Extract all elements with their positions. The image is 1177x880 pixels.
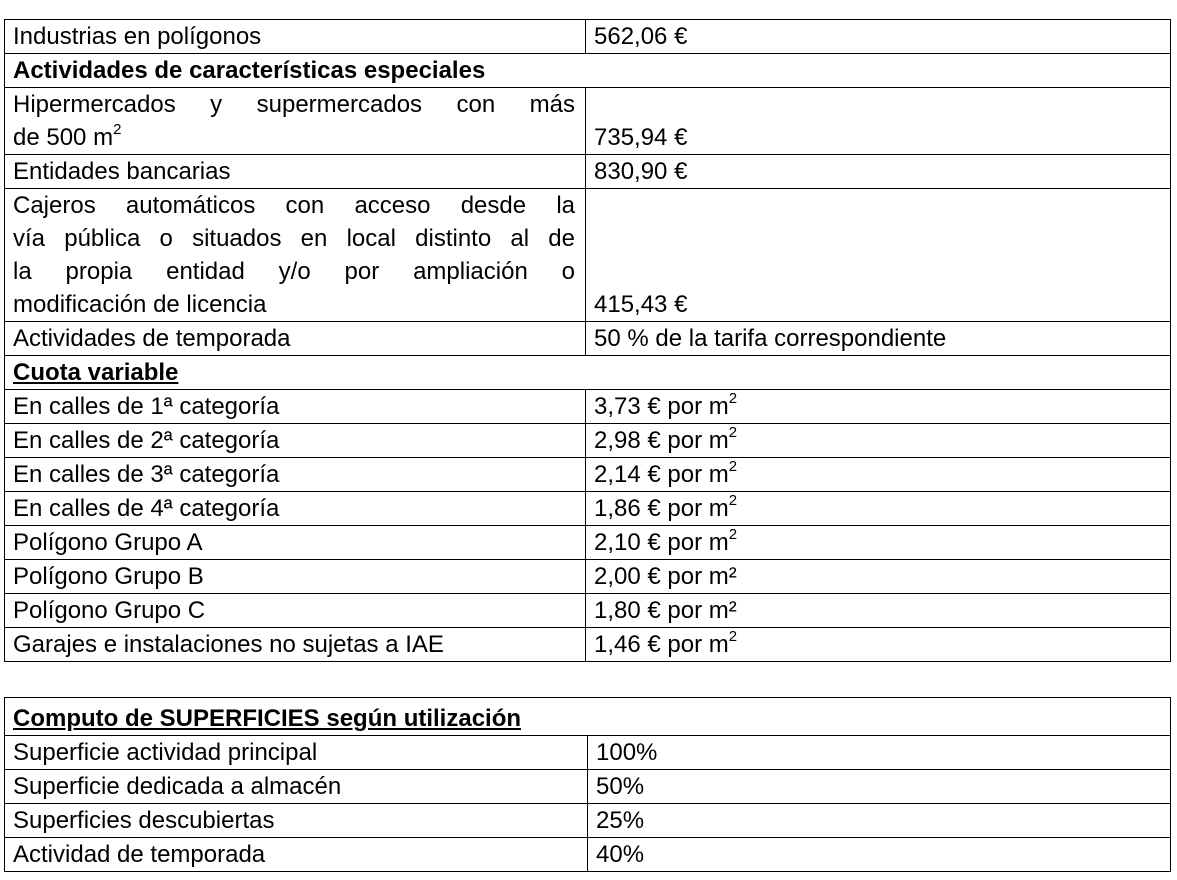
row-label: En calles de 1ª categoría xyxy=(5,390,586,424)
table-row xyxy=(5,390,1171,424)
value-text: 1,46 € por m xyxy=(594,631,729,658)
superscript: 2 xyxy=(728,492,738,509)
section-header-row xyxy=(5,356,1171,390)
row-label: Superficie actividad principal xyxy=(5,736,588,770)
label-line: Cajeros automáticos con acceso desde la xyxy=(13,192,575,219)
label-line xyxy=(13,121,575,154)
row-label: En calles de 3ª categoría xyxy=(5,458,586,492)
row-value xyxy=(586,526,1171,560)
value-text: 1,86 € por m xyxy=(594,495,729,522)
table-row xyxy=(5,770,1171,804)
row-label: En calles de 4ª categoría xyxy=(5,492,586,526)
row-value: 25% xyxy=(588,804,1171,838)
superscript: 2 xyxy=(728,458,738,475)
table-row xyxy=(5,322,1171,356)
row-label: En calles de 2ª categoría xyxy=(5,424,586,458)
superscript: 2 xyxy=(728,424,738,441)
row-value: 735,94 € xyxy=(586,88,1171,155)
row-label xyxy=(5,189,586,322)
section-header-row xyxy=(5,54,1171,88)
row-label: Superficie dedicada a almacén xyxy=(5,770,588,804)
value-text: 2,98 € por m xyxy=(594,427,729,454)
table-row xyxy=(5,88,1171,155)
row-label: Industrias en polígonos xyxy=(5,20,586,54)
row-label: Superficies descubiertas xyxy=(5,804,588,838)
row-value: 562,06 € xyxy=(586,20,1171,54)
label-line: modificación de licencia xyxy=(13,291,267,318)
superficies-title: Computo de SUPERFICIES según utilización xyxy=(5,698,1171,736)
superscript: 2 xyxy=(728,390,738,407)
row-value: 50 % de la tarifa correspondiente xyxy=(586,322,1171,356)
row-value xyxy=(586,492,1171,526)
superscript: 2 xyxy=(728,526,738,543)
row-value: 2,00 € por m² xyxy=(586,560,1171,594)
section-especiales-heading: Actividades de características especiales xyxy=(5,54,1171,88)
table-row xyxy=(5,560,1171,594)
value-text: 2,14 € por m xyxy=(594,461,729,488)
superficies-table xyxy=(4,697,1171,872)
superscript: 2 xyxy=(113,121,122,138)
label-line: Hipermercados y supermercados con más xyxy=(13,91,575,118)
table-row xyxy=(5,20,1171,54)
row-value: 50% xyxy=(588,770,1171,804)
table-row xyxy=(5,838,1171,872)
row-label: Garajes e instalaciones no sujetas a IAE xyxy=(5,628,586,662)
superscript: 2 xyxy=(728,628,738,645)
row-value xyxy=(586,390,1171,424)
label-line: la propia entidad y/o por ampliación o xyxy=(13,258,575,285)
row-value: 1,80 € por m² xyxy=(586,594,1171,628)
table-row xyxy=(5,628,1171,662)
row-value xyxy=(586,458,1171,492)
table-row xyxy=(5,526,1171,560)
row-value: 40% xyxy=(588,838,1171,872)
table-row xyxy=(5,594,1171,628)
table-header-row xyxy=(5,698,1171,736)
row-label: Polígono Grupo B xyxy=(5,560,586,594)
table-row xyxy=(5,804,1171,838)
row-label: Actividades de temporada xyxy=(5,322,586,356)
table-row xyxy=(5,492,1171,526)
row-label: Polígono Grupo A xyxy=(5,526,586,560)
value-text: 2,10 € por m xyxy=(594,529,729,556)
table-row xyxy=(5,189,1171,322)
row-label: Polígono Grupo C xyxy=(5,594,586,628)
tarifas-table xyxy=(4,19,1171,662)
label-text: de 500 m xyxy=(13,124,114,151)
section-variable-heading: Cuota variable xyxy=(5,356,1171,390)
row-value: 415,43 € xyxy=(586,189,1171,322)
table-row xyxy=(5,736,1171,770)
table-row xyxy=(5,458,1171,492)
row-value xyxy=(586,628,1171,662)
row-label: Actividad de temporada xyxy=(5,838,588,872)
row-value xyxy=(586,424,1171,458)
label-line: vía pública o situados en local distinto al de xyxy=(13,225,575,252)
row-label xyxy=(5,88,586,155)
value-text: 3,73 € por m xyxy=(594,393,729,420)
table-row xyxy=(5,155,1171,189)
row-label: Entidades bancarias xyxy=(5,155,586,189)
row-value: 830,90 € xyxy=(586,155,1171,189)
row-value: 100% xyxy=(588,736,1171,770)
table-row xyxy=(5,424,1171,458)
